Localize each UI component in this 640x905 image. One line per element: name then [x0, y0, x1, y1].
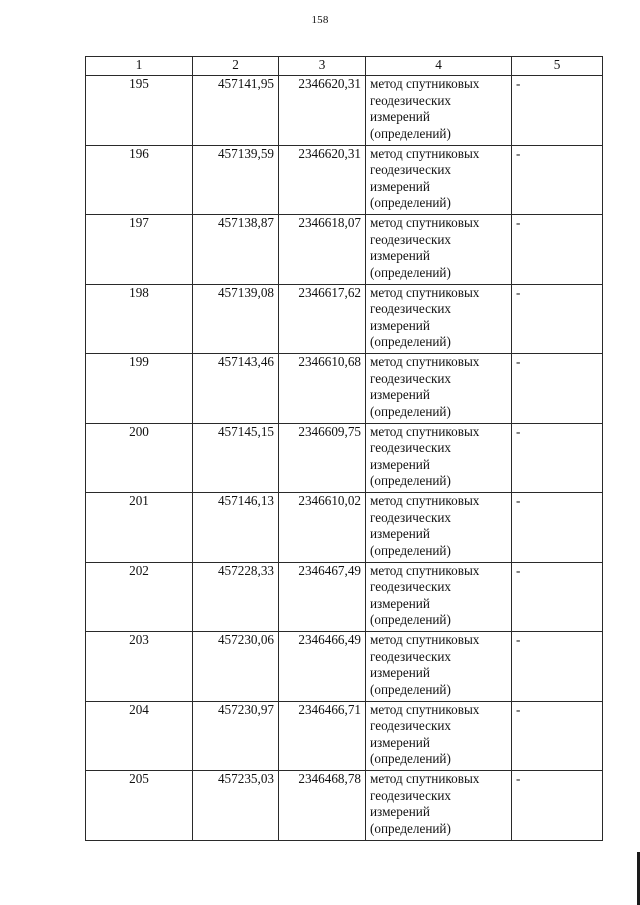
note-cell: -	[512, 423, 603, 493]
method-text-line: метод спутниковых	[370, 562, 480, 578]
table-row	[86, 493, 603, 563]
method-cell	[366, 76, 512, 146]
header-col-1: 1	[86, 57, 193, 76]
table-row	[86, 145, 603, 215]
point-number-cell: 205	[86, 771, 193, 841]
y-coordinate-cell: 2346609,75	[279, 423, 366, 493]
method-text-line: (определений)	[370, 612, 451, 627]
note-cell: -	[512, 632, 603, 702]
method-cell	[366, 493, 512, 563]
table-row	[86, 562, 603, 632]
method-text-line: геодезических	[370, 301, 452, 316]
method-text-line: метод спутниковых	[370, 771, 480, 786]
method-text-line: метод спутниковых	[370, 284, 480, 300]
method-cell	[366, 562, 512, 632]
y-coordinate-cell: 2346468,78	[279, 771, 366, 841]
table-row	[86, 215, 603, 285]
method-text-line: измерений	[370, 248, 430, 263]
method-text-line: (определений)	[370, 125, 451, 141]
method-text-line: измерений	[370, 387, 430, 402]
note-cell: -	[512, 76, 603, 146]
note-cell: -	[512, 215, 603, 285]
table-header-row	[86, 57, 603, 76]
method-text-line: метод спутниковых	[370, 632, 480, 647]
method-text-line: (определений)	[370, 403, 451, 419]
method-cell	[366, 145, 512, 215]
method-text-line: геодезических	[370, 92, 452, 108]
y-coordinate-cell: 2346618,07	[279, 215, 366, 285]
method-text-line: геодезических	[370, 787, 452, 803]
y-coordinate-cell: 2346610,02	[279, 493, 366, 563]
table-row	[86, 771, 603, 841]
x-coordinate-cell: 457145,15	[193, 423, 279, 493]
method-text-line: измерений	[370, 109, 430, 124]
method-text-line: геодезических	[370, 440, 452, 455]
y-coordinate-cell: 2346466,71	[279, 701, 366, 771]
table-row	[86, 423, 603, 493]
y-coordinate-cell: 2346610,68	[279, 354, 366, 424]
coordinates-table	[85, 56, 603, 841]
point-number-cell: 196	[86, 145, 193, 215]
method-text-line: геодезических	[370, 162, 452, 177]
method-text-line: метод спутниковых	[370, 145, 480, 161]
method-text-line: метод спутниковых	[370, 215, 480, 230]
method-text-line: измерений	[370, 804, 430, 819]
x-coordinate-cell: 457228,33	[193, 562, 279, 632]
x-coordinate-cell: 457143,46	[193, 354, 279, 424]
method-cell	[366, 701, 512, 771]
method-text-line: метод спутниковых	[370, 76, 480, 91]
table-body	[86, 76, 603, 841]
x-coordinate-cell: 457230,97	[193, 701, 279, 771]
point-number-cell: 202	[86, 562, 193, 632]
y-coordinate-cell: 2346466,49	[279, 632, 366, 702]
method-text-line: геодезических	[370, 370, 452, 386]
x-coordinate-cell: 457230,06	[193, 632, 279, 702]
method-text-line: геодезических	[370, 579, 452, 594]
method-text-line: измерений	[370, 178, 430, 194]
method-text-line: измерений	[370, 317, 430, 333]
note-cell: -	[512, 493, 603, 563]
method-text-line: измерений	[370, 595, 430, 611]
method-cell	[366, 423, 512, 493]
method-cell	[366, 354, 512, 424]
method-text-line: измерений	[370, 456, 430, 472]
method-text-line: (определений)	[370, 681, 451, 697]
note-cell: -	[512, 701, 603, 771]
table-row	[86, 354, 603, 424]
x-coordinate-cell: 457138,87	[193, 215, 279, 285]
note-cell: -	[512, 145, 603, 215]
note-cell: -	[512, 771, 603, 841]
method-text-line: (определений)	[370, 473, 451, 488]
y-coordinate-cell: 2346617,62	[279, 284, 366, 354]
y-coordinate-cell: 2346620,31	[279, 145, 366, 215]
x-coordinate-cell: 457139,59	[193, 145, 279, 215]
method-cell	[366, 215, 512, 285]
method-text-line: (определений)	[370, 542, 451, 558]
header-col-5: 5	[512, 57, 603, 76]
method-text-line: (определений)	[370, 751, 451, 766]
table-row	[86, 76, 603, 146]
header-col-4: 4	[366, 57, 512, 76]
method-text-line: геодезических	[370, 509, 452, 525]
method-text-line: метод спутниковых	[370, 423, 480, 439]
point-number-cell: 195	[86, 76, 193, 146]
header-col-3: 3	[279, 57, 366, 76]
table-row	[86, 701, 603, 771]
point-number-cell: 203	[86, 632, 193, 702]
method-text-line: (определений)	[370, 334, 451, 349]
method-text-line: измерений	[370, 526, 430, 541]
method-text-line: геодезических	[370, 231, 452, 247]
point-number-cell: 198	[86, 284, 193, 354]
method-text-line: измерений	[370, 734, 430, 750]
method-text-line: измерений	[370, 665, 430, 680]
method-text-line: геодезических	[370, 718, 452, 733]
method-text-line: метод спутниковых	[370, 493, 480, 508]
table-row	[86, 632, 603, 702]
point-number-cell: 197	[86, 215, 193, 285]
point-number-cell: 201	[86, 493, 193, 563]
point-number-cell: 199	[86, 354, 193, 424]
x-coordinate-cell: 457139,08	[193, 284, 279, 354]
method-cell	[366, 771, 512, 841]
y-coordinate-cell: 2346467,49	[279, 562, 366, 632]
note-cell: -	[512, 354, 603, 424]
header-col-2: 2	[193, 57, 279, 76]
note-cell: -	[512, 562, 603, 632]
method-cell	[366, 284, 512, 354]
method-text-line: метод спутниковых	[370, 701, 480, 717]
x-coordinate-cell: 457235,03	[193, 771, 279, 841]
method-text-line: метод спутниковых	[370, 354, 480, 369]
y-coordinate-cell: 2346620,31	[279, 76, 366, 146]
x-coordinate-cell: 457141,95	[193, 76, 279, 146]
table-row	[86, 284, 603, 354]
x-coordinate-cell: 457146,13	[193, 493, 279, 563]
method-text-line: геодезических	[370, 648, 452, 664]
note-cell: -	[512, 284, 603, 354]
page-number: 158	[311, 14, 329, 26]
method-text-line: (определений)	[370, 264, 451, 280]
method-text-line: (определений)	[370, 820, 451, 836]
point-number-cell: 204	[86, 701, 193, 771]
point-number-cell: 200	[86, 423, 193, 493]
method-text-line: (определений)	[370, 195, 451, 210]
method-cell	[366, 632, 512, 702]
